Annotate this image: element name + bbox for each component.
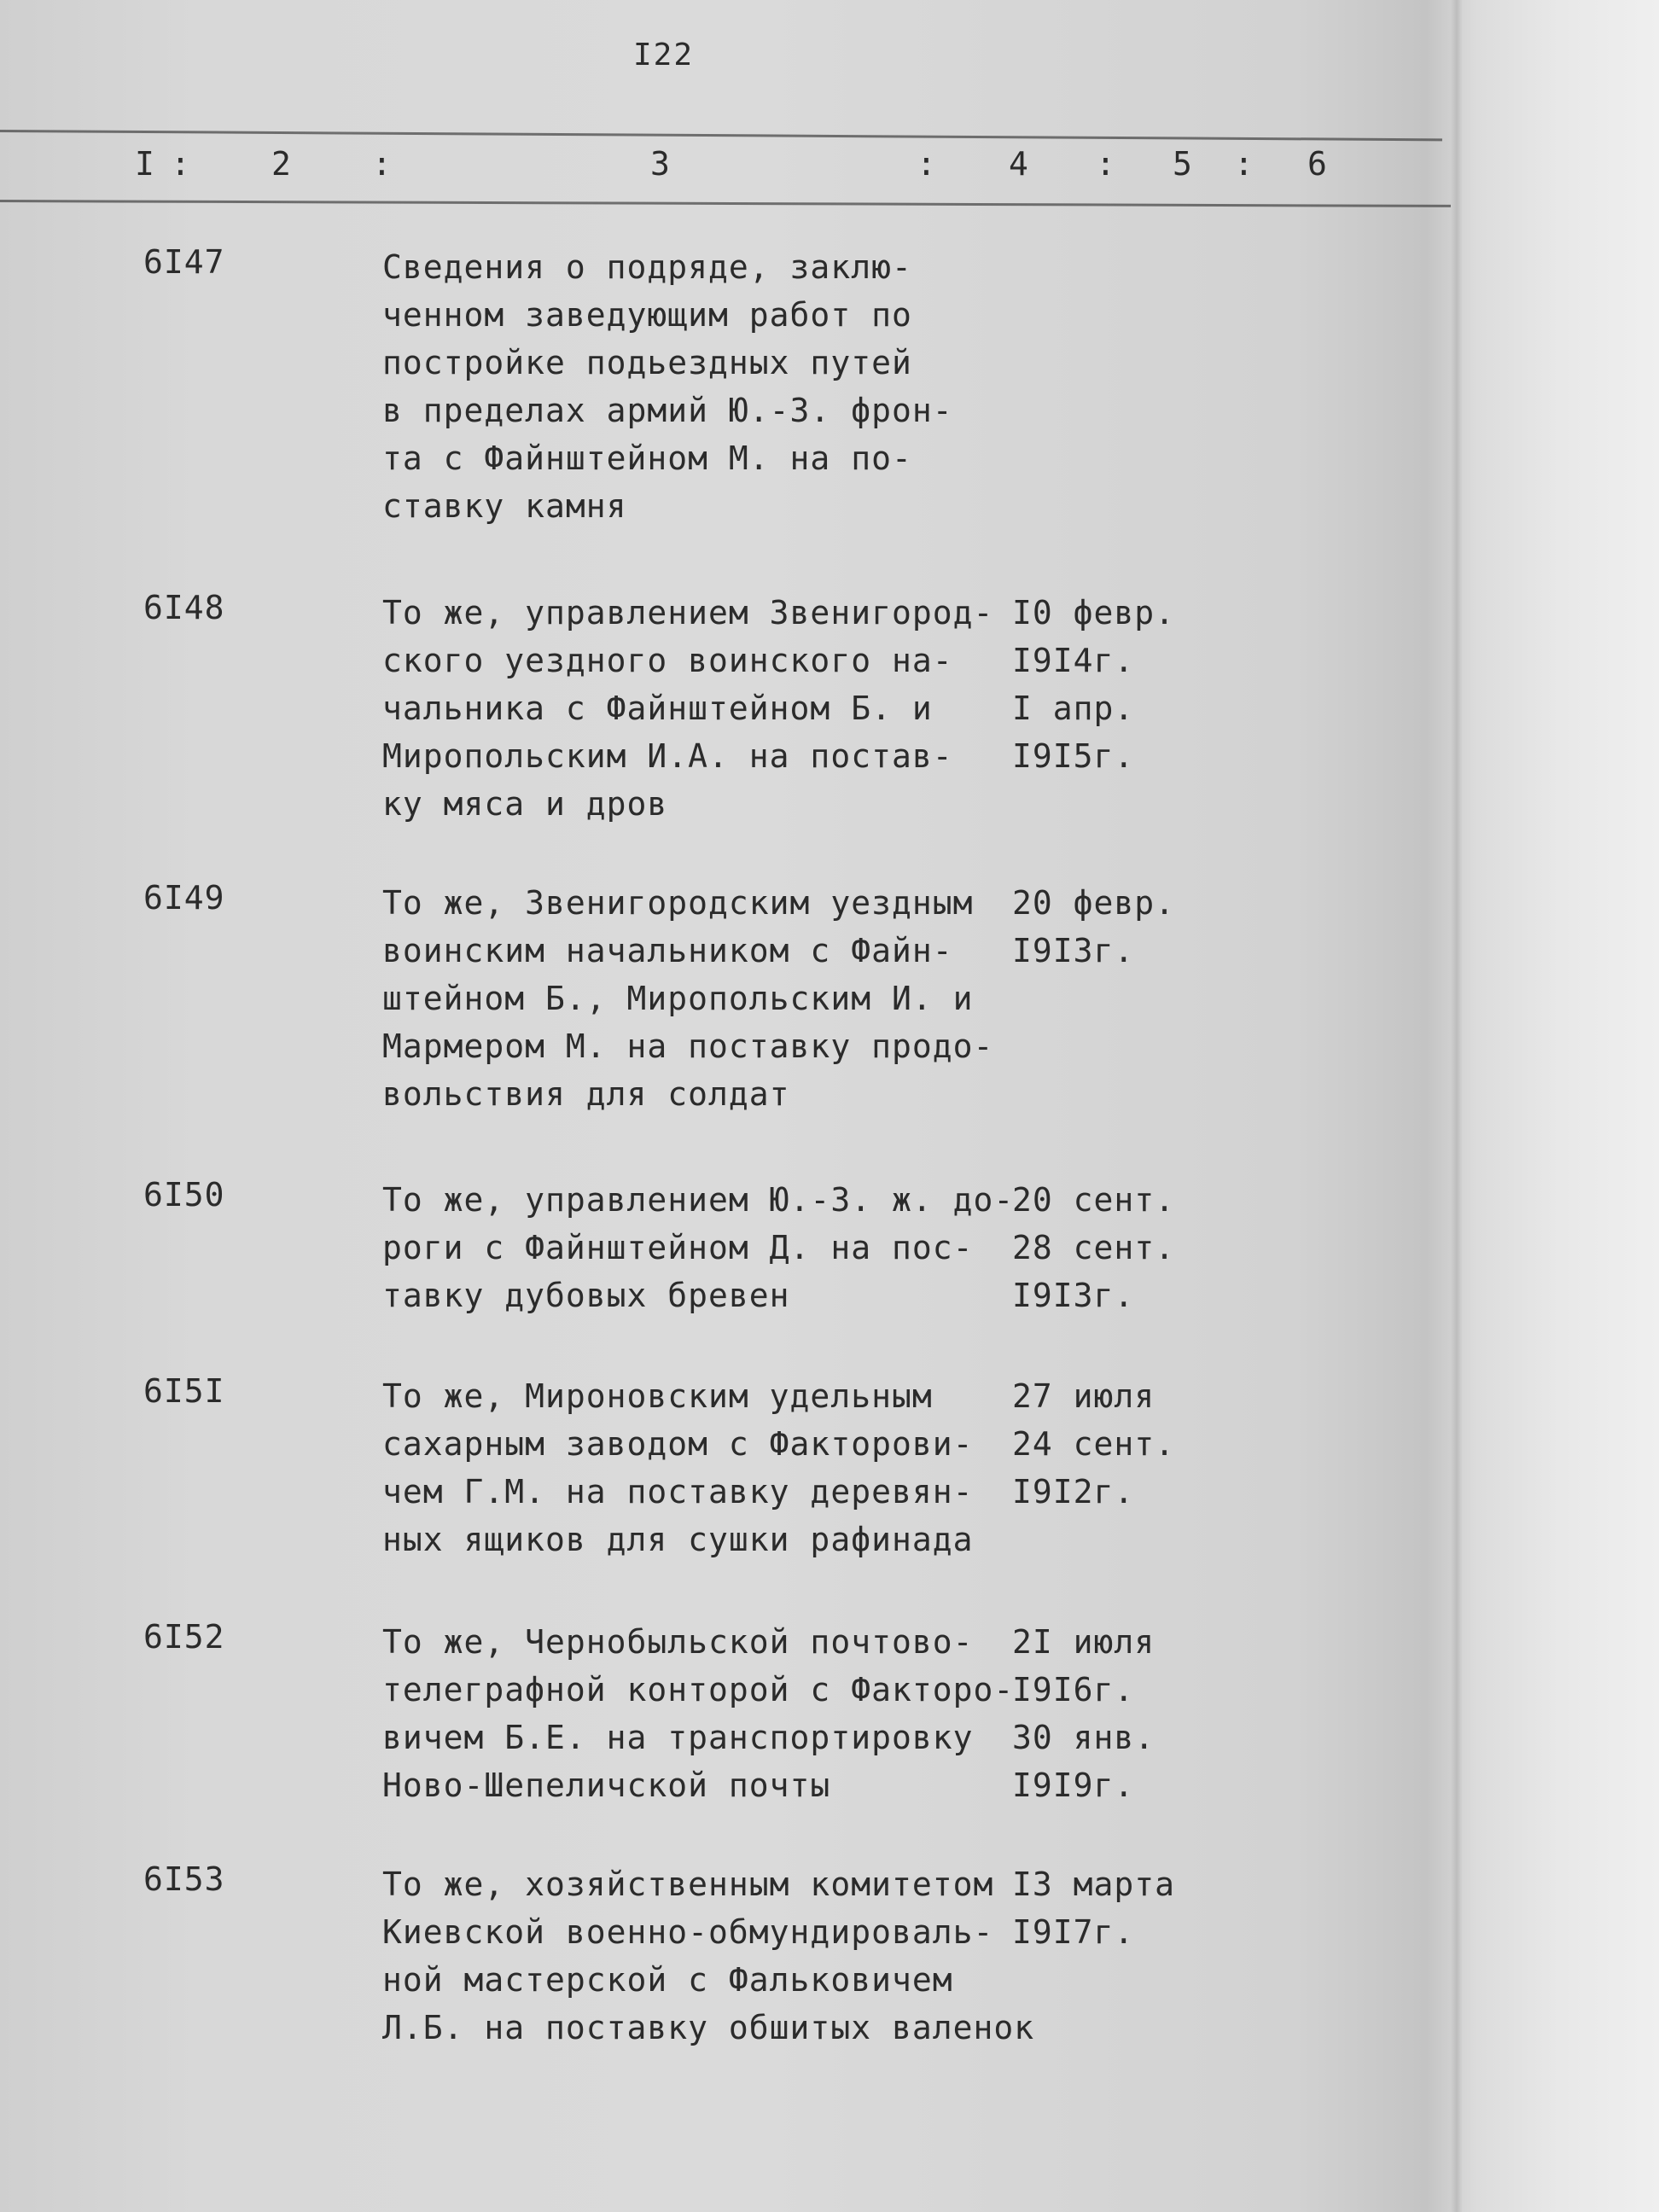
- entry-description: [382, 1372, 1031, 1563]
- entry-dates: [1012, 589, 1234, 780]
- column-separator: :: [1096, 145, 1115, 183]
- date-line: 27 июля: [1012, 1377, 1155, 1415]
- description-line: Мармером М. на поставку продо-: [382, 1027, 994, 1065]
- description-line: воинским начальником с Файн-: [382, 932, 953, 969]
- description-line: Миропольским И.А. на постав-: [382, 737, 953, 775]
- page-number: I22: [633, 38, 695, 73]
- date-line: I9I5г.: [1012, 737, 1135, 775]
- description-line: постройке подьездных путей: [382, 344, 912, 381]
- date-line: I0 февр.: [1012, 594, 1176, 632]
- column-separator: :: [372, 145, 392, 183]
- description-line: чальника с Файнштейном Б. и: [382, 690, 933, 727]
- column-separator: :: [1234, 145, 1254, 183]
- description-line: То же, Чернобыльской почтово-: [382, 1623, 974, 1661]
- date-line: 20 февр.: [1012, 884, 1176, 922]
- entry-number: 6I49: [143, 879, 225, 917]
- date-line: I9I2г.: [1012, 1473, 1135, 1511]
- column-header-2: 2: [271, 145, 291, 183]
- header-rule-top: [0, 130, 1442, 141]
- date-line: I9I3г.: [1012, 932, 1135, 969]
- date-line: I апр.: [1012, 690, 1135, 727]
- entry-dates: [1012, 1176, 1234, 1319]
- description-line: чем Г.М. на поставку деревян-: [382, 1473, 974, 1511]
- date-line: I9I7г.: [1012, 1913, 1135, 1951]
- date-line: 2I июля: [1012, 1623, 1155, 1661]
- entry-dates: [1012, 1618, 1234, 1809]
- column-header-6: 6: [1307, 145, 1327, 183]
- entry-number: 6I52: [143, 1618, 225, 1656]
- description-line: в пределах армий Ю.-З. фрон-: [382, 392, 953, 429]
- column-header-3: 3: [650, 145, 670, 183]
- date-line: I3 марта: [1012, 1866, 1176, 1903]
- entry-dates: [1012, 879, 1234, 975]
- description-line: Л.Б. на поставку обшитых валенок: [382, 2009, 1035, 2046]
- description-line: ченном заведующим работ по: [382, 296, 912, 334]
- description-line: Киевской военно-обмундироваль-: [382, 1913, 994, 1951]
- entry-number: 6I48: [143, 589, 225, 626]
- entry-number: 6I47: [143, 243, 225, 281]
- description-line: ского уездного воинского на-: [382, 642, 953, 679]
- entry-description: [382, 1860, 1035, 2052]
- column-separator: :: [171, 145, 190, 183]
- date-line: I9I4г.: [1012, 642, 1135, 679]
- description-line: Сведения о подряде, заклю-: [382, 248, 912, 286]
- entry-description: [382, 879, 1031, 1118]
- entry-description: [382, 1618, 1031, 1809]
- column-header-1: I: [135, 145, 154, 183]
- description-line: То же, управлением Ю.-З. ж. до-: [382, 1181, 1015, 1219]
- date-line: I9I3г.: [1012, 1277, 1135, 1314]
- entry-dates: [1012, 1372, 1234, 1516]
- description-line: То же, управлением Звенигород-: [382, 594, 994, 632]
- description-line: телеграфной конторой с Факторо-: [382, 1671, 1015, 1708]
- entry-dates: [1012, 1860, 1234, 1956]
- description-line: сахарным заводом с Факторови-: [382, 1425, 974, 1463]
- column-separator: :: [917, 145, 936, 183]
- entry-number: 6I50: [143, 1176, 225, 1214]
- description-line: вольствия для солдат: [382, 1075, 790, 1113]
- description-line: тавку дубовых бревен: [382, 1277, 790, 1314]
- description-line: ных ящиков для сушки рафинада: [382, 1521, 974, 1558]
- header-rule-bottom: [0, 200, 1451, 207]
- description-line: ной мастерской с Фальковичем: [382, 1961, 953, 1999]
- description-line: ставку камня: [382, 487, 627, 525]
- description-line: То же, Мироновским удельным: [382, 1377, 933, 1415]
- date-line: I9I6г.: [1012, 1671, 1135, 1708]
- date-line: 28 сент.: [1012, 1229, 1176, 1266]
- entry-description: [382, 589, 1031, 828]
- date-line: I9I9г.: [1012, 1767, 1135, 1804]
- column-header-4: 4: [1009, 145, 1028, 183]
- entry-number: 6I53: [143, 1860, 225, 1898]
- date-line: 30 янв.: [1012, 1719, 1155, 1756]
- description-line: То же, хозяйственным комитетом: [382, 1866, 994, 1903]
- description-line: ку мяса и дров: [382, 785, 668, 823]
- entry-description: [382, 1176, 1031, 1319]
- date-line: 20 сент.: [1012, 1181, 1176, 1219]
- description-line: вичем Б.Е. на транспортировку: [382, 1719, 974, 1756]
- description-line: То же, Звенигородским уездным: [382, 884, 974, 922]
- column-header-5: 5: [1173, 145, 1192, 183]
- description-line: та с Файнштейном М. на по-: [382, 439, 912, 477]
- entry-number: 6I5I: [143, 1372, 225, 1410]
- entry-description: [382, 243, 1031, 530]
- description-line: Ново-Шепеличской почты: [382, 1767, 831, 1804]
- date-line: 24 сент.: [1012, 1425, 1176, 1463]
- description-line: роги с Файнштейном Д. на пос-: [382, 1229, 974, 1266]
- description-line: штейном Б., Миропольским И. и: [382, 980, 974, 1017]
- page-fold-shadow: [1451, 0, 1463, 2212]
